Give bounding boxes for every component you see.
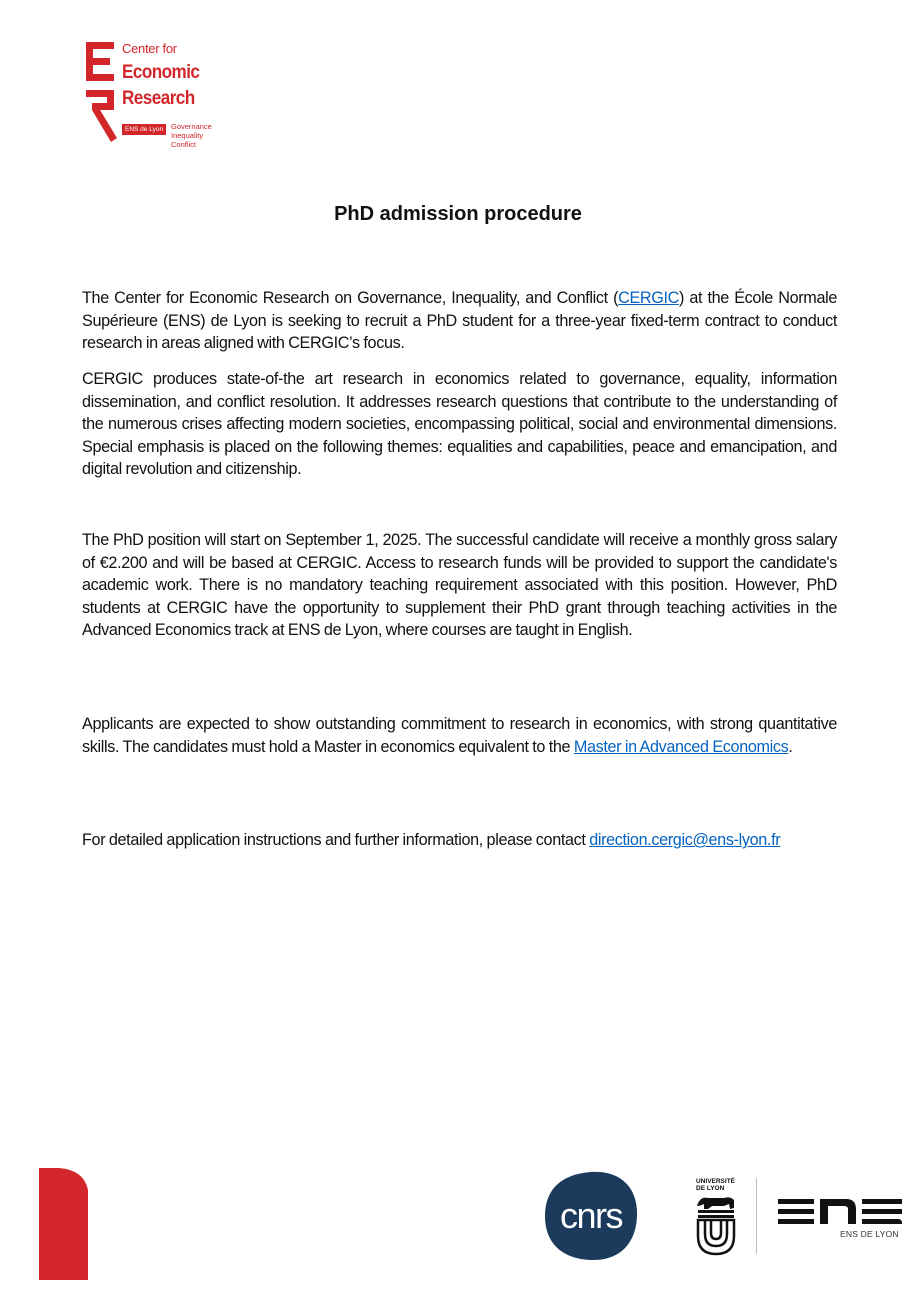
paragraph-intro bbox=[82, 287, 837, 355]
logo-separator bbox=[756, 1178, 757, 1254]
logo-tags bbox=[171, 122, 212, 149]
logo-badge: ENS de Lyon bbox=[122, 124, 166, 135]
udl-line-2: DE LYON bbox=[696, 1185, 725, 1192]
paragraph-contact bbox=[82, 829, 837, 852]
logo-line-2: Economic bbox=[122, 62, 200, 83]
ens-label: ENS DE LYON bbox=[840, 1229, 899, 1239]
logo-line-3: Research bbox=[122, 88, 195, 109]
paragraph-requirements bbox=[82, 713, 837, 758]
logo-tag: Governance bbox=[171, 122, 212, 131]
cergic-logo-mark bbox=[82, 40, 118, 146]
email-link[interactable]: direction.cergic@ens-lyon.fr bbox=[589, 831, 781, 849]
universite-de-lyon-logo bbox=[694, 1176, 740, 1256]
cnrs-text: cnrs bbox=[559, 1195, 623, 1236]
text: ) at the École Normale Supérieure (ENS) de Lyon is seeking to recruit a PhD student for a three-year fixed-term contract to conduct research in areas aligned with CERGIC’s focus. bbox=[82, 289, 837, 353]
lion-icon bbox=[697, 1197, 734, 1209]
text: Applicants are expected to show outstanding commitment to research in economics, with strong quantitative skills. The candidates must hold a Master in economics equivalent to the bbox=[82, 715, 837, 756]
paragraph-position: The PhD position will start on September 1, 2025. The successful candidate will receive a monthly gross salary of €2.200 and will be based at CERGIC. Access to research funds will be provided to support the candidate's academic work. There is no mandatory teaching requirement associated with this position. However, PhD students at CERGIC have the opportunity to supplement their PhD grant through teaching activities in the Advanced Economics track at ENS de Lyon, where courses are taught in English. bbox=[82, 531, 837, 640]
paragraph-research: CERGIC produces state-of-the art research in economics related to governance, equality, information dissemination, and conflict resolution. It addresses research questions that contribute to the understanding of the numerous crises affecting modern societies, encompassing political, social and environmental dimensions. Special emphasis is placed on the following themes: equalities and capabilities, peace and emancipation, and digital revolution and citizenship. bbox=[82, 370, 837, 479]
page-title: PhD admission procedure bbox=[334, 203, 582, 225]
master-link[interactable]: Master in Advanced Economics bbox=[573, 737, 789, 756]
logo-tag: Conflict bbox=[171, 140, 197, 149]
logo-line-1: Center for bbox=[122, 41, 177, 56]
text: . bbox=[788, 737, 793, 756]
udl-line-1: UNIVERSITÉ bbox=[696, 1178, 736, 1185]
text: For detailed application instructions and further information, please contact bbox=[82, 831, 590, 849]
red-tab-decoration bbox=[39, 1168, 88, 1280]
logo-tag: Inequality bbox=[171, 131, 204, 140]
cergic-logo bbox=[82, 40, 222, 160]
cergic-link[interactable]: CERGIC bbox=[618, 289, 679, 307]
cnrs-logo bbox=[543, 1170, 639, 1262]
text: The Center for Economic Research on Governance, Inequality, and Conflict ( bbox=[82, 289, 619, 307]
